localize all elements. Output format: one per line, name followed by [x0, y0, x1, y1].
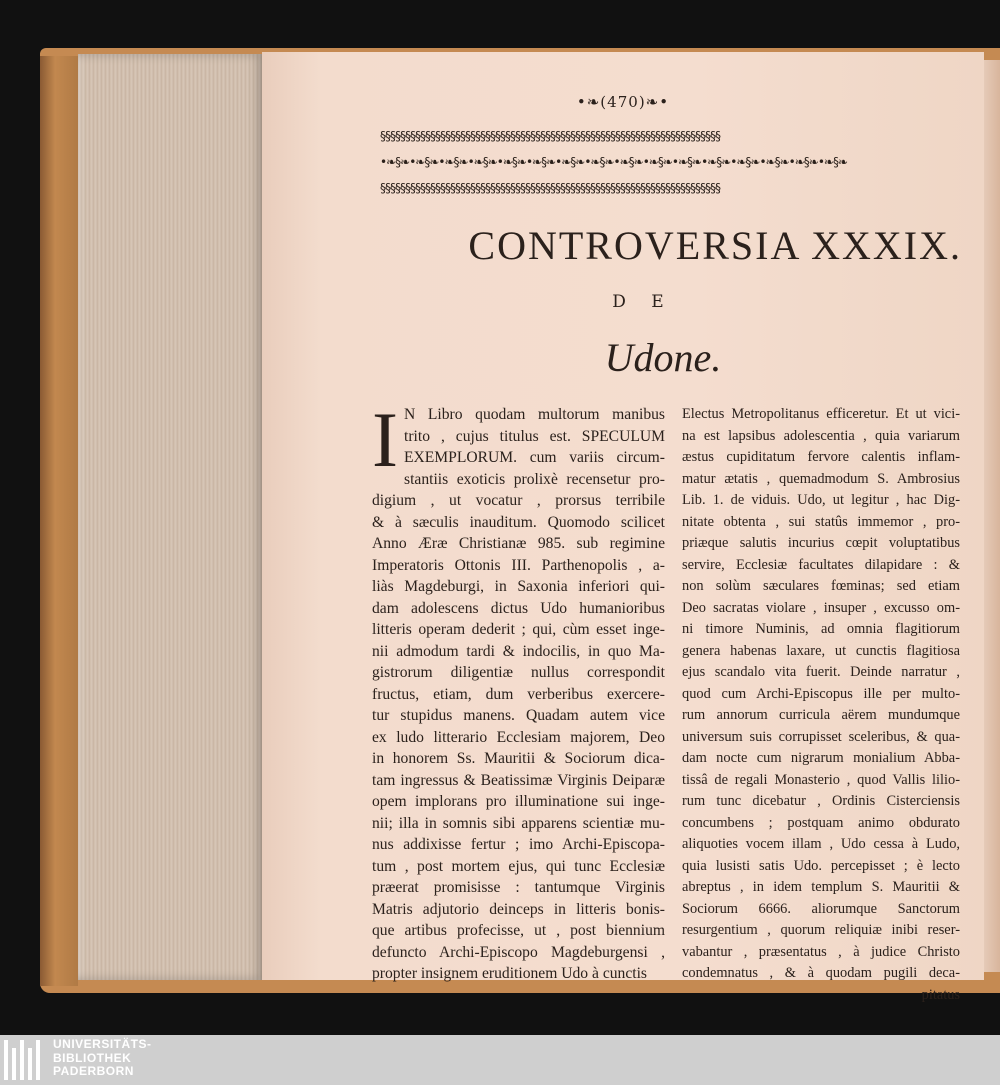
library-footer	[0, 1035, 1000, 1085]
library-logo-icon	[4, 1040, 46, 1080]
text-line: quod cum Archi-Episcopus ille per multo-	[682, 685, 960, 702]
ornament-band-bottom: §§§§§§§§§§§§§§§§§§§§§§§§§§§§§§§§§§§§§§§§§§§§§§§§§§§§§§§§§§§§§§§§§§§§	[380, 182, 720, 194]
text-line: quia lusisti satis Udo. percepisset ; è lecto	[682, 857, 960, 874]
text-line: vabantur , præsentatus , à judice Christo	[682, 943, 960, 960]
text-line: fructus, etiam, dum verberibus exercere-	[372, 685, 665, 703]
drop-capital: I	[372, 396, 398, 483]
text-line: dam adolescens dictus Udo humanioribus	[372, 599, 665, 617]
ornament-band-middle: •❧§❧•❧§❧•❧§❧•❧§❧•❧§❧•❧§❧•❧§❧•❧§❧•❧§❧•❧§❧•❧§❧•❧§❧•❧§❧•❧§❧•❧§❧•❧§❧	[380, 156, 847, 168]
text-line: Electus Metropolitanus efficeretur. Et ut vici-	[682, 406, 960, 422]
text-line: in honorem Ss. Mauritii & Sociorum dica-	[372, 750, 665, 767]
library-name-line3: PADERBORN	[53, 1064, 134, 1078]
text-line: dam nocte cum nigrarum monialium Abba-	[682, 750, 960, 766]
text-line: Anno Æræ Christianæ 985. sub regimine	[372, 535, 665, 552]
book-page	[262, 52, 984, 1003]
title-subject: Udone.	[604, 335, 722, 380]
text-line: N Libro quodam multorum manibus	[404, 406, 665, 423]
text-line: liàs Magdeburgi, in Saxonia inferiori qui-	[372, 578, 665, 595]
text-line: servire, Ecclesiæ facultates dilapidare : &	[682, 556, 960, 573]
text-line: Lib. 1. de viduis. Udo, ut legitur , hac Dig-	[682, 492, 960, 508]
page-number: 470	[607, 93, 639, 111]
text-line: EXEMPLORUM. cum variis circum-	[404, 449, 665, 466]
header-right-ornament: )❧•	[638, 93, 670, 111]
text-line: condemnatus , & à quodam pugili deca-	[682, 965, 960, 981]
text-line: ni timore Numinis, ad omnia flagitiorum	[682, 621, 960, 637]
text-line: Matris adjutorio deinceps in litteris bonis-	[372, 900, 665, 918]
text-line: na est lapsibus adolescentia , quia variarum	[682, 427, 960, 444]
page-header	[262, 93, 984, 111]
text-line: Sociorum 6666. aliorumque Sanctorum	[682, 900, 960, 917]
text-line: abreptus , in idem templum S. Mauritii &	[682, 879, 960, 895]
text-line: opem implorans pro illuminatione sui inge-	[372, 793, 665, 810]
left-text-column	[372, 396, 665, 985]
text-line: præerat promisisse : tantumque Virginis	[372, 879, 665, 896]
next-page-edge	[982, 60, 1000, 972]
text-line: rum tunc dicebatur , Ordinis Cisterciensis	[682, 793, 960, 809]
text-line: litteris operam dederit ; qui, cùm esset inge-	[372, 621, 665, 638]
library-name	[53, 1038, 152, 1079]
text-line: nitate obtenta , sui statûs immemor , pro-	[682, 513, 960, 530]
text-line: æstus cupiditatum fervore calentis inflam-	[682, 449, 960, 465]
text-line: tissâ de regali Monasterio , quod Vallis lilio-	[682, 771, 960, 788]
text-line: tur stupidus manens. Quadam autem vice	[372, 707, 665, 724]
text-line: nii admodum tardi & indocilis, in quo Ma-	[372, 642, 665, 660]
text-line: resurgentium , quorum reliquiæ inibi reser-	[682, 922, 960, 938]
text-line: Imperatoris Ottonis III. Parthenopolis , a-	[372, 556, 665, 574]
library-name-line2: BIBLIOTHEK	[53, 1050, 132, 1065]
text-line: concumbens ; postquam animo obdurato	[682, 814, 960, 831]
book-page-edges	[78, 54, 264, 980]
text-line: rum annorum curricula aërem mundumque	[682, 707, 960, 723]
header-left-ornament: •❧(	[576, 93, 608, 111]
text-line: matur ætatis , quemadmodum S. Ambrosius	[682, 470, 960, 487]
text-line: gistrorum diligentiæ nullus correspondit	[372, 664, 665, 681]
right-text-column	[682, 404, 960, 1006]
text-line: genera habenas laxare, ut cunctis flagitiosa	[682, 642, 960, 659]
text-line: que artibus profecisse, ut , post biennium	[372, 922, 665, 939]
text-line: universum suis corrupisset sceleribus, & qua-	[682, 728, 960, 745]
text-line: ex ludo litterario Ecclesiam majorem, Deo	[372, 728, 665, 746]
text-line: aliquoties vocem illam , Udo cessa à Ludo,	[682, 836, 960, 852]
library-name-line1: UNIVERSITÄTS-	[53, 1037, 152, 1051]
text-line: & à sæculis inauditum. Quomodo scilicet	[372, 513, 665, 531]
text-line: nii; illa in somnis sibi apparens scientiæ mu-	[372, 814, 665, 832]
book-board	[40, 56, 78, 986]
text-line: Deo sacratas violare , insuper , excusso om-	[682, 599, 960, 616]
text-line: pitatus	[921, 986, 960, 1003]
text-line: defuncto Archi-Episcopo Magdeburgensi ,	[372, 943, 665, 961]
text-line: non solùm sæculares fœminas; sed etiam	[682, 578, 960, 594]
title-de: D E	[612, 292, 674, 312]
text-line: nus addixisse fertur ; imo Archi-Episcopa-	[372, 836, 665, 853]
text-line: tum , post mortem ejus, qui tunc Ecclesiæ	[372, 857, 665, 875]
text-line: tam ingressus & Beatissimæ Virginis Deiparæ	[372, 771, 665, 789]
text-line: priæque salutis incurius cœpit voluptatibus	[682, 535, 960, 551]
text-line: stantiis exoticis prolixè recensetur pro-	[404, 470, 665, 488]
text-line: digium , ut vocatur , prorsus terribile	[372, 492, 665, 509]
text-line: ejus scandalo vita fuerit. Deinde narratur ,	[682, 664, 960, 680]
text-line: propter insignem eruditionem Udo à cunctis	[372, 965, 647, 982]
ornament-band-top: §§§§§§§§§§§§§§§§§§§§§§§§§§§§§§§§§§§§§§§§§§§§§§§§§§§§§§§§§§§§§§§§§§§§	[380, 130, 720, 142]
text-line: trito , cujus titulus est. SPECULUM	[404, 427, 665, 445]
page-title: CONTROVERSIA XXXIX.	[468, 223, 962, 268]
